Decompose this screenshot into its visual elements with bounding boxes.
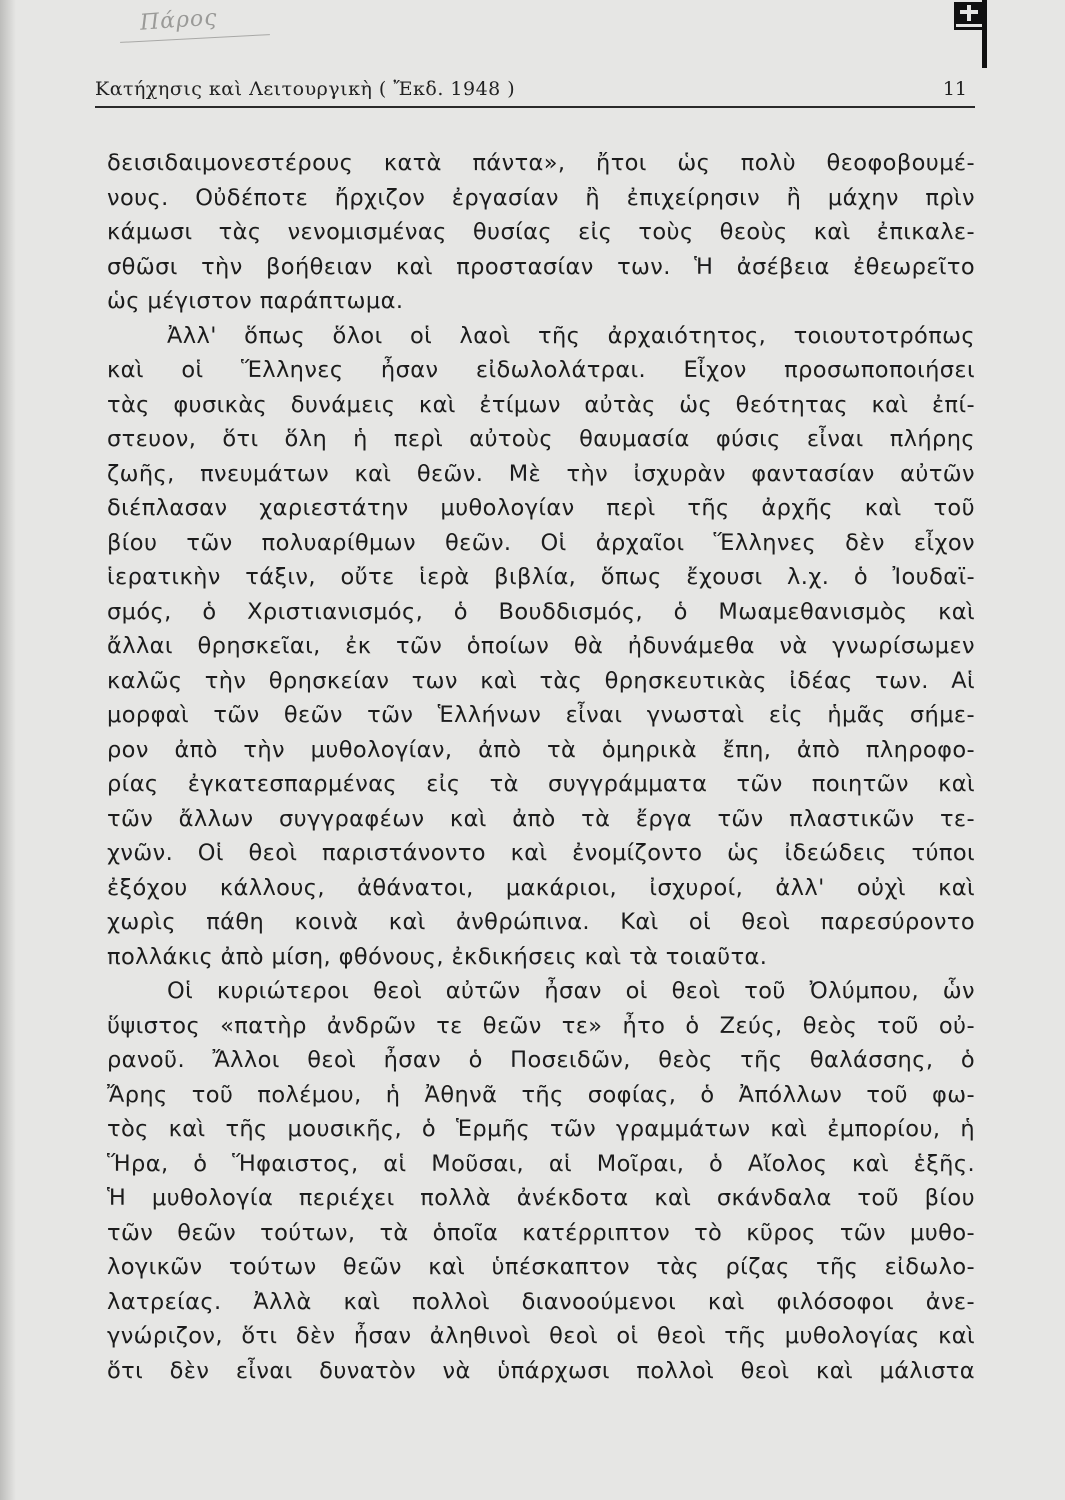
body-text	[107, 146, 975, 1388]
text-line: λογικῶν τούτων θεῶν καὶ ὑπέσκαπτον τὰς ρίζας τῆς εἰδωλο-	[107, 1254, 975, 1280]
text-line: ἱερατικὴν τάξιν, οὔτε ἱερὰ βιβλία, ὅπως ἔχουσι λ.χ. ὁ Ἰουδαϊ-	[107, 564, 975, 590]
text-line: ὕψιστος «πατὴρ ἀνδρῶν τε θεῶν τε» ἦτο ὁ Ζεύς, θεὸς τοῦ οὐ-	[107, 1012, 975, 1039]
text-line: δεισιδαιμονεστέρους κατὰ πάντα», ἤτοι ὡς πολὺ θεοφοβουμέ-	[107, 150, 975, 176]
text-line: καὶ οἱ Ἕλληνες ἦσαν εἰδωλολάτραι. Εἶχον προσωποποιήσει	[107, 357, 975, 383]
text-line: γνώριζον, ὅτι δὲν ἦσαν ἀληθινοὶ θεοὶ οἱ θεοὶ τῆς μυθολογίας καὶ	[107, 1323, 975, 1349]
text-line: καλῶς τὴν θρησκείαν των καὶ τὰς θρησκευτικὰς ἰδέας των. Αἱ	[107, 667, 975, 694]
text-line: χωρὶς πάθη κοινὰ καὶ ἀνθρώπινα. Καὶ οἱ θεοὶ παρεσύροντο	[107, 909, 975, 935]
text-line: νους. Οὐδέποτε ἤρχιζον ἐργασίαν ἢ ἐπιχείρησιν ἢ μάχην πρὶν	[107, 184, 975, 211]
text-line: Ἥρα, ὁ Ἥφαιστος, αἱ Μοῦσαι, αἱ Μοῖραι, ὁ Αἴολος καὶ ἑξῆς.	[107, 1150, 975, 1177]
text-line: ὡς μέγιστον παράπτωμα.	[107, 288, 404, 314]
text-line: τῶν ἄλλων συγγραφέων καὶ ἀπὸ τὰ ἔργα τῶν πλαστικῶν τε-	[107, 805, 975, 832]
running-head	[95, 78, 975, 108]
flag-icon	[952, 0, 992, 70]
handwritten-note: Πάρος	[139, 5, 219, 36]
text-line: Οἱ κυριώτεροι θεοὶ αὐτῶν ἦσαν οἱ θεοὶ τοῦ Ὀλύμπου, ὧν	[167, 978, 975, 1004]
text-line: σθῶσι τὴν βοήθειαν καὶ προστασίαν των. Ἡ ἀσέβεια ἐθεωρεῖτο	[107, 253, 975, 280]
text-line: ρον ἀπὸ τὴν μυθολογίαν, ἀπὸ τὰ ὁμηρικὰ ἔπη, ἀπὸ πληροφο-	[107, 736, 975, 763]
text-line: ὅτι δὲν εἶναι δυνατὸν νὰ ὑπάρχωσι πολλοὶ θεοὶ καὶ μάλιστα	[107, 1357, 975, 1384]
text-line: μορφαὶ τῶν θεῶν τῶν Ἑλλήνων εἶναι γνωσταὶ εἰς ἡμᾶς σήμε-	[107, 702, 975, 728]
text-line: ἄλλαι θρησκεῖαι, ἐκ τῶν ὁποίων θὰ ἠδυνάμεθα νὰ γνωρίσωμεν	[107, 633, 975, 659]
text-line: ζωῆς, πνευμάτων καὶ θεῶν. Μὲ τὴν ἰσχυρὰν φαντασίαν αὐτῶν	[107, 460, 975, 487]
page-number: 11	[942, 78, 967, 100]
text-line: Ἄρης τοῦ πολέμου, ἡ Ἀθηνᾶ τῆς σοφίας, ὁ Ἀπόλλων τοῦ φω-	[107, 1081, 975, 1108]
text-line: λατρείας. Ἀλλὰ καὶ πολλοὶ διανοούμενοι καὶ φιλόσοφοι ἀνε-	[107, 1288, 975, 1315]
text-line: κάμωσι τὰς νενομισμένας θυσίας εἰς τοὺς θεοὺς καὶ ἐπικαλε-	[107, 219, 975, 245]
text-line: Ἡ μυθολογία περιέχει πολλὰ ἀνέκδοτα καὶ σκάνδαλα τοῦ βίου	[107, 1185, 975, 1211]
text-line: χνῶν. Οἱ θεοὶ παριστάνοντο καὶ ἐνομίζοντο ὡς ἰδεώδεις τύποι	[107, 840, 975, 866]
text-line: πολλάκις ἀπὸ μίση, φθόνους, ἐκδικήσεις καὶ τὰ τοιαῦτα.	[107, 943, 768, 970]
text-line: ρίας ἐγκατεσπαρμένας εἰς τὰ συγγράμματα τῶν ποιητῶν καὶ	[107, 771, 975, 797]
text-line: βίου τῶν πολυαρίθμων θεῶν. Οἱ ἀρχαῖοι Ἕλληνες δὲν εἶχον	[107, 529, 975, 556]
text-line: τὸς καὶ τῆς μουσικῆς, ὁ Ἑρμῆς τῶν γραμμάτων καὶ ἐμπορίου, ἡ	[107, 1116, 975, 1142]
text-line: τῶν θεῶν τούτων, τὰ ὁποῖα κατέρριπτον τὸ κῦρος τῶν μυθο-	[107, 1219, 975, 1246]
text-line: τὰς φυσικὰς δυνάμεις καὶ ἐτίμων αὐτὰς ὡς θεότητας καὶ ἐπί-	[107, 391, 975, 418]
page-binding-shadow	[0, 0, 16, 1500]
text-line: στευον, ὅτι ὅλη ἡ περὶ αὐτοὺς θαυμασία φύσις εἶναι πλήρης	[107, 426, 975, 452]
text-line: ἐξόχου κάλλους, ἀθάνατοι, μακάριοι, ἰσχυροί, ἀλλ' οὐχὶ καὶ	[107, 874, 975, 901]
running-head-title: Κατήχησις καὶ Λειτουργικὴ ( Ἔκδ. 1948 )	[95, 78, 516, 100]
text-line: σμός, ὁ Χριστιανισμός, ὁ Βουδδισμός, ὁ Μωαμεθανισμὸς καὶ	[107, 598, 975, 625]
text-line: Ἀλλ' ὅπως ὅλοι οἱ λαοὶ τῆς ἀρχαιότητος, τοιουτοτρόπως	[167, 322, 975, 349]
text-line: ρανοῦ. Ἄλλοι θεοὶ ἦσαν ὁ Ποσειδῶν, θεὸς τῆς θαλάσσης, ὁ	[107, 1047, 975, 1073]
text-line: διέπλασαν χαριεστάτην μυθολογίαν περὶ τῆς ἀρχῆς καὶ τοῦ	[107, 495, 975, 521]
